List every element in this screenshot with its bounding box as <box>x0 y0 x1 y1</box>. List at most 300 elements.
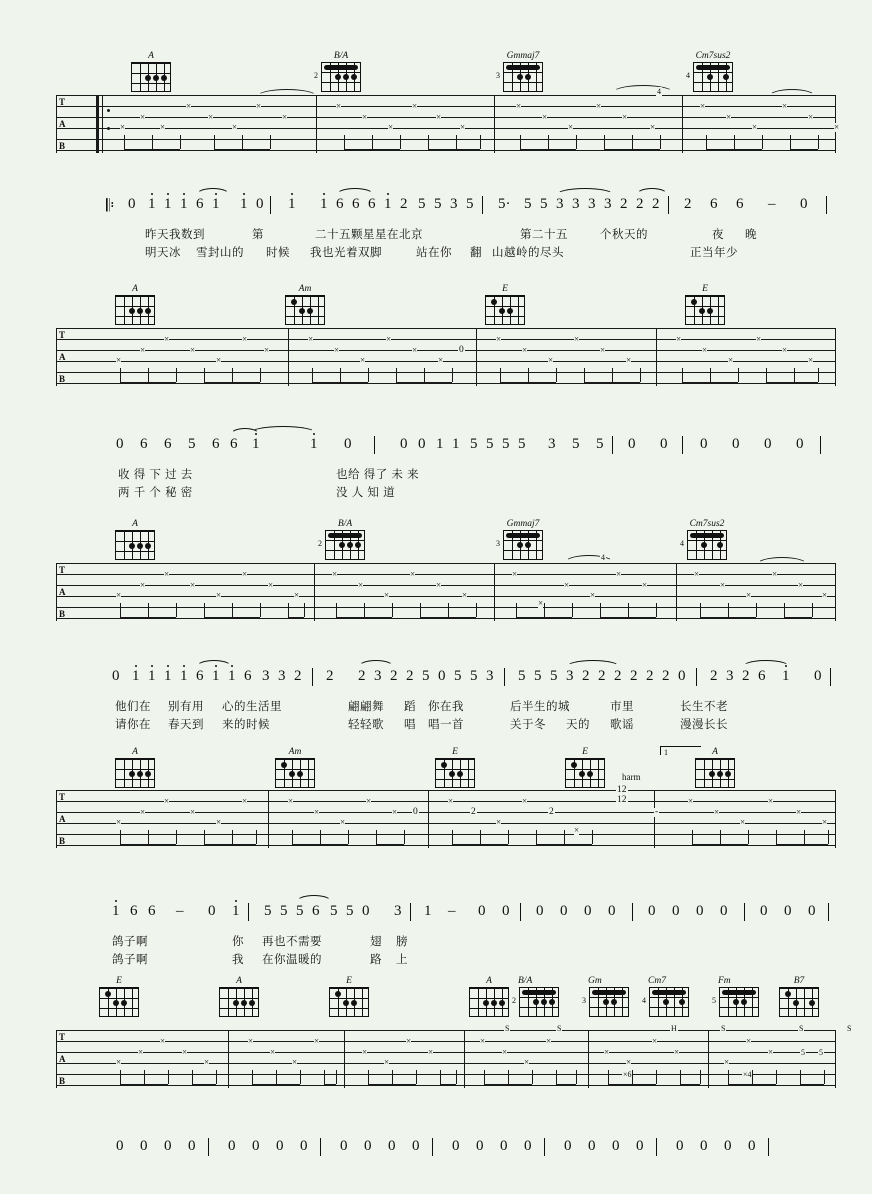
lyric-text: 晚 <box>745 229 757 241</box>
chord-name: Am <box>288 747 302 757</box>
melody-note: 0 <box>524 1138 532 1154</box>
melody-note: 0 <box>438 668 446 684</box>
melody-note: 0 <box>276 1138 284 1154</box>
lyric-text: 翅 <box>370 936 382 948</box>
melody-note: – <box>768 196 776 212</box>
chord-name: A <box>132 519 138 529</box>
melody-note: 0 <box>808 903 816 919</box>
melody-note: 2 <box>598 668 606 684</box>
tab-staff-4: T A B × × × × × × × × × × × 0 × 2 × × 2 × 12 12 - × × × × × × <box>56 790 836 848</box>
melody-note: 1 <box>252 436 260 452</box>
tab-letter-b: B <box>59 141 66 151</box>
melody-note: 5 <box>518 436 526 452</box>
melody-note: 6 <box>196 196 204 212</box>
melody-note: 0 <box>796 436 804 452</box>
lyric-text: 你 <box>232 936 244 948</box>
lyric-text: 春天到 <box>168 719 204 731</box>
lyric-text: 歌谣 <box>610 719 634 731</box>
chord-diagram-e-4b <box>562 746 608 788</box>
melody-note: 3 <box>262 668 270 684</box>
melody-note: 5 <box>572 436 580 452</box>
melody-note: 1 <box>212 196 220 212</box>
tab-letter-t: T <box>59 330 66 340</box>
chord-grid <box>779 987 819 1017</box>
lyric-text: 别有用 <box>168 701 204 713</box>
melody-note: 0 <box>478 903 486 919</box>
lyric-text: 鸽子啊 <box>112 954 148 966</box>
melody-note: 3 <box>556 196 564 212</box>
chord-grid <box>469 987 509 1017</box>
fret-number: 2 <box>512 996 516 1005</box>
chord-grid <box>582 987 629 1017</box>
lyric-text: 两 千 个 秘 密 <box>118 487 193 499</box>
lyric-text: 天的 <box>566 719 590 731</box>
melody-note: 6 <box>736 196 744 212</box>
lyric-text: 市里 <box>610 701 634 713</box>
chord-name: E <box>116 976 122 986</box>
melody-note: 1 <box>232 903 240 919</box>
melody-note: 1 <box>148 196 156 212</box>
melody-note: 0 <box>344 436 352 452</box>
melody-note: 6 <box>140 436 148 452</box>
melody-note: 5 <box>188 436 196 452</box>
melody-note: 5 <box>434 196 442 212</box>
lyric-text: 个秋天的 <box>600 229 648 241</box>
chord-diagram-cm7sus2-1 <box>686 50 736 92</box>
chord-name: B/A <box>518 976 533 986</box>
melody-note: 3 <box>486 668 494 684</box>
lyric-text: 夜 <box>712 229 724 241</box>
melody-note: 6 <box>230 436 238 452</box>
melody-note: 0 <box>256 196 264 212</box>
tab-letter-a: A <box>59 119 66 129</box>
melody-note: 0 <box>164 1138 172 1154</box>
fret-number: 4 <box>686 71 690 80</box>
lyric-text: 膀 <box>396 936 408 948</box>
chord-diagram-e-5b <box>326 975 372 1017</box>
melody-note: 2 <box>406 668 414 684</box>
chord-name: E <box>702 284 708 294</box>
melody-note: 0 <box>252 1138 260 1154</box>
lyric-text: 我也光着双脚 <box>310 247 382 259</box>
melody-note: 6 <box>352 196 360 212</box>
lyric-text: 长生不老 <box>680 701 728 713</box>
chord-grid <box>115 295 155 325</box>
lyric-text: 轻轻歌 <box>348 719 384 731</box>
chord-name: Gmmaj7 <box>506 519 540 529</box>
melody-note: 3 <box>726 668 734 684</box>
chord-name: Cm7 <box>648 976 666 986</box>
chord-diagram-e-2b <box>682 283 728 325</box>
lyric-text: 第 <box>252 229 264 241</box>
melody-note: 1 <box>320 196 328 212</box>
chord-diagram-a-5 <box>216 975 262 1017</box>
fret-number: 2 <box>318 539 322 548</box>
melody-note: 0 <box>700 436 708 452</box>
lyric-text: 路 <box>370 954 382 966</box>
melody-note: 0 <box>364 1138 372 1154</box>
chord-diagram-gmmaj7-1 <box>496 50 546 92</box>
lyric-text: 没 人 知 道 <box>336 487 396 499</box>
melody-note: 3 <box>450 196 458 212</box>
melody-note: 0 <box>388 1138 396 1154</box>
melody-note: 0 <box>188 1138 196 1154</box>
chord-grid <box>686 62 733 92</box>
melody-note: 0 <box>116 436 124 452</box>
tab-staff-5: T A B × × × × × × × × × × × × × × × × × S S × × ×6 × × H × S × ×4 × 5 5 S S <box>56 1030 836 1088</box>
melody-note: 0 <box>660 436 668 452</box>
melody-note: 1 <box>424 903 432 919</box>
chord-grid <box>435 758 475 788</box>
chord-grid <box>496 530 543 560</box>
chord-diagram-gmmaj7-3 <box>496 518 546 560</box>
lyric-text: 站在你 <box>416 247 452 259</box>
harmonic-label: harm <box>622 772 641 782</box>
melody-note: 0 <box>814 668 822 684</box>
chord-grid <box>115 758 155 788</box>
chord-name: E <box>502 284 508 294</box>
tab-letter-t: T <box>59 97 66 107</box>
chord-diagram-e-4a <box>432 746 478 788</box>
melody-note: 0 <box>116 1138 124 1154</box>
lyric-text: 明天冰 <box>145 247 181 259</box>
tab-letter-t: T <box>59 565 66 575</box>
lyric-row-1a <box>0 226 872 242</box>
melody-note: – <box>176 903 184 919</box>
melody-note: 3 <box>374 668 382 684</box>
melody-note: 6 <box>130 903 138 919</box>
melody-note: 0 <box>648 903 656 919</box>
chord-name: Gm <box>588 976 602 986</box>
chord-grid <box>695 758 735 788</box>
melody-note: 5 <box>346 903 354 919</box>
chord-diagram-b-over-a-5 <box>512 975 562 1017</box>
lyric-row-2b <box>0 484 872 500</box>
melody-note: 0 <box>140 1138 148 1154</box>
melody-note: 5 <box>596 436 604 452</box>
melody-note: 0 <box>228 1138 236 1154</box>
melody-note: 3 <box>394 903 402 919</box>
chord-name: A <box>712 747 718 757</box>
melody-note: 0 <box>724 1138 732 1154</box>
melody-note: 0 <box>608 903 616 919</box>
fret-number: 4 <box>642 996 646 1005</box>
chord-diagram-e-5 <box>96 975 142 1017</box>
melody-note: 0 <box>208 903 216 919</box>
melody-note: 2 <box>358 668 366 684</box>
melody-notes-2 <box>0 436 872 458</box>
melody-note: 0 <box>676 1138 684 1154</box>
chord-diagram-cm7sus2-3 <box>680 518 730 560</box>
melody-note: 2 <box>326 668 334 684</box>
melody-note: 5 <box>550 668 558 684</box>
melody-note: 0 <box>340 1138 348 1154</box>
chord-name: B/A <box>333 51 349 61</box>
chord-name: Cm7sus2 <box>695 51 731 61</box>
melody-note: 5 <box>330 903 338 919</box>
melody-note: 0 <box>128 196 136 212</box>
chord-diagram-a-2 <box>112 283 158 325</box>
chord-diagram-a-3 <box>112 518 158 560</box>
melody-note: 1 <box>112 903 120 919</box>
lyric-row-3a <box>0 698 872 714</box>
tab-letter-t: T <box>59 1032 66 1042</box>
chord-grid <box>565 758 605 788</box>
fret-number: 3 <box>496 539 500 548</box>
chord-diagram-am-4 <box>272 746 318 788</box>
melody-note: 0 <box>536 903 544 919</box>
tab-letter-b: B <box>59 609 66 619</box>
lyric-text: 收 得 下 过 去 <box>118 469 193 481</box>
melody-note: 6 <box>758 668 766 684</box>
chord-grid <box>115 530 155 560</box>
fret-number: 4 <box>680 539 684 548</box>
lyric-row-1b <box>0 244 872 260</box>
melody-note: 6 <box>164 436 172 452</box>
melody-note: 0 <box>400 436 408 452</box>
melody-note: 2 <box>646 668 654 684</box>
chord-grid <box>512 987 559 1017</box>
melody-note: 3 <box>278 668 286 684</box>
tab-staff-1: T A B × × × × × × × × × × × × × × × × × × × × × × × × × × 4 <box>56 95 836 153</box>
lyric-text: 也给 得了 未 来 <box>336 469 420 481</box>
lyric-text: 心的生活里 <box>222 701 282 713</box>
chord-name: A <box>148 51 154 61</box>
melody-note: 0 <box>584 903 592 919</box>
melody-note: 3 <box>572 196 580 212</box>
melody-note: 0 <box>760 903 768 919</box>
lyric-text: 再也不需要 <box>262 936 322 948</box>
lyric-text: 上 <box>396 954 408 966</box>
melody-note: 2 <box>742 668 750 684</box>
melody-note: 0 <box>452 1138 460 1154</box>
chord-grid <box>99 987 139 1017</box>
melody-note: 5 <box>454 668 462 684</box>
melody-note: 1 <box>148 668 156 684</box>
melody-note: 2 <box>620 196 628 212</box>
chord-name: Fm <box>718 976 731 986</box>
chord-name: A <box>132 747 138 757</box>
chord-name: B/A <box>337 519 353 529</box>
repeat-start-sign: 𝄆 <box>106 196 115 215</box>
chord-name: A <box>236 976 242 986</box>
melody-note: 2 <box>294 668 302 684</box>
melody-note: 1 <box>180 196 188 212</box>
melody-note: 0 <box>418 436 426 452</box>
chord-grid <box>318 530 365 560</box>
melody-note: 1 <box>384 196 392 212</box>
melody-notes-1 <box>0 196 872 218</box>
melody-note: 2 <box>630 668 638 684</box>
melody-note: 5 <box>518 668 526 684</box>
fret-number: 2 <box>314 71 318 80</box>
lyric-text: 翩翩舞 <box>348 701 384 713</box>
lyric-text: 唱一首 <box>428 719 464 731</box>
melody-note: 0 <box>672 903 680 919</box>
melody-note: 0 <box>476 1138 484 1154</box>
lyric-text: 翻 <box>470 247 482 259</box>
melody-note: 5 <box>470 436 478 452</box>
chord-diagram-b-over-a-1 <box>314 50 364 92</box>
tab-letter-b: B <box>59 374 66 384</box>
melody-note: 6 <box>196 668 204 684</box>
melody-note: 2 <box>662 668 670 684</box>
lyric-text: 你在我 <box>428 701 464 713</box>
melody-note: 1 <box>212 668 220 684</box>
melody-line-2 <box>0 388 872 499</box>
lyric-text: 鸽子啊 <box>112 936 148 948</box>
lyric-text: 我 <box>232 954 244 966</box>
lyric-text: 漫漫长长 <box>680 719 728 731</box>
chord-diagram-a-4b <box>692 746 738 788</box>
melody-note: 0 <box>500 1138 508 1154</box>
lyric-row-3b <box>0 716 872 732</box>
melody-note: 1 <box>782 668 790 684</box>
tab-letter-b: B <box>59 836 66 846</box>
melody-note: 0 <box>700 1138 708 1154</box>
melody-note: 1 <box>240 196 248 212</box>
melody-note: 0 <box>720 903 728 919</box>
chord-grid <box>329 987 369 1017</box>
chord-diagram-a-5c <box>466 975 512 1017</box>
melody-note: 5 <box>422 668 430 684</box>
chord-diagram-e-2a <box>482 283 528 325</box>
melody-note: 0 <box>748 1138 756 1154</box>
melody-note: 0 <box>412 1138 420 1154</box>
melody-note: 0 <box>502 903 510 919</box>
lyric-text: 请你在 <box>115 719 151 731</box>
tab-staff-2: T A B × × × × × × × × × × × × × 0 × × × × × × × × × × × × <box>56 328 836 386</box>
tab-letter-a: A <box>59 352 66 362</box>
melody-note: 2 <box>710 668 718 684</box>
melody-line-4 <box>0 855 872 966</box>
melody-note: 0 <box>784 903 792 919</box>
melody-note: 6 <box>312 903 320 919</box>
melody-note: 5 <box>502 436 510 452</box>
lyric-text: 唱 <box>404 719 416 731</box>
melody-line-1 <box>0 148 872 259</box>
melody-notes-5 <box>0 1138 872 1160</box>
melody-note: 2 <box>390 668 398 684</box>
lyric-row-2a <box>0 466 872 482</box>
melody-note: 0 <box>696 903 704 919</box>
chord-grid <box>712 987 759 1017</box>
chord-diagram-am-2 <box>282 283 328 325</box>
lyric-text: 时候 <box>266 247 290 259</box>
lyric-text: 蹈 <box>404 701 416 713</box>
fret-number: 5 <box>712 996 716 1005</box>
melody-note: 1 <box>180 668 188 684</box>
melody-note: 2 <box>636 196 644 212</box>
chord-grid <box>285 295 325 325</box>
melody-line-3 <box>0 620 872 731</box>
melody-note: 3 <box>604 196 612 212</box>
chord-name: E <box>346 976 352 986</box>
fret-number: 3 <box>496 71 500 80</box>
melody-note: 3 <box>566 668 574 684</box>
melody-note: 1 <box>310 436 318 452</box>
melody-line-5 <box>0 1110 872 1154</box>
chord-diagram-a-4 <box>112 746 158 788</box>
chord-name: A <box>132 284 138 294</box>
melody-note: 5 <box>296 903 304 919</box>
melody-note: 1 <box>132 668 140 684</box>
chord-diagram-b7-5 <box>776 975 822 1017</box>
lyric-text: 雪封山的 <box>196 247 244 259</box>
chord-name: A <box>486 976 492 986</box>
melody-note: 1 <box>164 668 172 684</box>
tab-letter-a: A <box>59 814 66 824</box>
melody-note: 5· <box>498 196 511 212</box>
melody-note: 0 <box>112 668 120 684</box>
lyric-text: 关于冬 <box>510 719 546 731</box>
melody-note: 5 <box>466 196 474 212</box>
chord-grid <box>219 987 259 1017</box>
melody-note: 6 <box>148 903 156 919</box>
chord-grid <box>485 295 525 325</box>
melody-note: 5 <box>524 196 532 212</box>
melody-note: 5 <box>470 668 478 684</box>
volta-number: 1 <box>664 748 668 757</box>
melody-note: 0 <box>764 436 772 452</box>
tab-letter-b: B <box>59 1076 66 1086</box>
melody-note: 3 <box>548 436 556 452</box>
chord-grid <box>275 758 315 788</box>
melody-note: 6 <box>212 436 220 452</box>
chord-grid <box>314 62 361 92</box>
melody-note: 0 <box>636 1138 644 1154</box>
melody-note: 5 <box>264 903 272 919</box>
melody-note: – <box>448 903 456 919</box>
chord-grid <box>680 530 727 560</box>
melody-note: 0 <box>678 668 686 684</box>
lyric-row-4b <box>0 951 872 967</box>
melody-note: 0 <box>362 903 370 919</box>
melody-note: 2 <box>652 196 660 212</box>
chord-grid <box>131 62 171 92</box>
melody-note: 3 <box>588 196 596 212</box>
melody-notes-3 <box>0 668 872 690</box>
chord-name: Cm7sus2 <box>689 519 725 529</box>
melody-note: 0 <box>564 1138 572 1154</box>
melody-note: 6 <box>710 196 718 212</box>
lyric-row-4a <box>0 933 872 949</box>
tab-staff-3: T A B × × × × × × × × × × × × × × × × × × × × × × × × × × 4 <box>56 563 836 621</box>
melody-note: 5 <box>534 668 542 684</box>
lyric-text: 二十五颗星星在北京 <box>315 229 423 241</box>
melody-note: 2 <box>400 196 408 212</box>
melody-note: 2 <box>684 196 692 212</box>
melody-note: 6 <box>244 668 252 684</box>
chord-diagram-a-1 <box>128 50 174 92</box>
melody-note: 1 <box>228 668 236 684</box>
melody-note: 0 <box>588 1138 596 1154</box>
melody-note: 2 <box>582 668 590 684</box>
tab-letter-t: T <box>59 792 66 802</box>
chord-grid <box>642 987 689 1017</box>
chord-name: Gmmaj7 <box>506 51 540 61</box>
chord-diagram-fm-5 <box>712 975 762 1017</box>
chord-name: Am <box>298 284 312 294</box>
melody-note: 5 <box>540 196 548 212</box>
lyric-text: 他们在 <box>115 701 151 713</box>
melody-note: 6 <box>336 196 344 212</box>
melody-note: 5 <box>280 903 288 919</box>
chord-diagram-b-over-a-3 <box>318 518 368 560</box>
melody-note: 2 <box>614 668 622 684</box>
lyric-text: 来的时候 <box>222 719 270 731</box>
melody-note: 0 <box>612 1138 620 1154</box>
